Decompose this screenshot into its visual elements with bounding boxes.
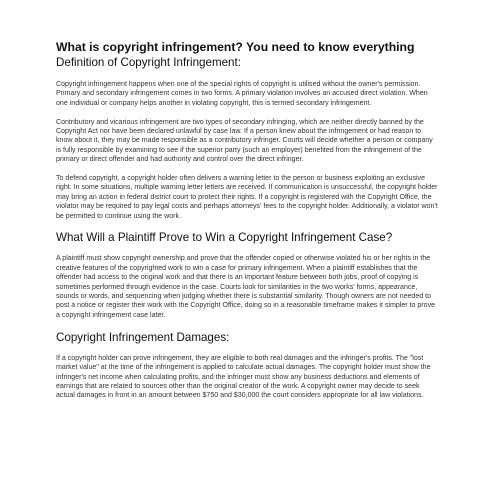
article-title: What is copyright infringement? You need to know everything bbox=[56, 40, 415, 54]
section-heading-plaintiff: What Will a Plaintiff Prove to Win a Copyright Infringement Case? bbox=[56, 231, 393, 245]
paragraph-definition-2: Contributory and vicarious infringement are two types of secondary infringing, which are neither directly banned by the Copyright Act nor have been declared unlawful by case law. If a person knew about the infringement or had reason to know about it, they may be made responsible as a contributory infringer. Courts will decide whether a person or company is fully responsible by examining to see if the superior party (such an employer) benefited from the infringement of the primary or direct offender and had authority and control over the direct infringer. bbox=[56, 118, 433, 164]
paragraph-definition-1: Copyright infringement happens when one of the special rights of copyright is utilised without the owner's permission. Primary and secondary infringement comes in two forms. A primary violation involves an accused direct violation. When one individual or company helps another in violating copyright, this is termed secondary infringement. bbox=[56, 81, 428, 107]
paragraph-damages-1: If a copyright holder can prove infringement, they are eligible to both real damages and the infringer's profits. The "lost market value" at the time of the infringement is applied to calculate actual damages. The copyright holder must show the infringer's net income when calculating profits, and the infringer must show any business deductions and elements of earnings that are related to sources other than the original creator of the work. A copyright owner may decide to seek actual damages in front in an amount between $750 and $30,000 the court considers appropriate for all law violations. bbox=[56, 354, 431, 400]
paragraph-definition-3: To defend copyright, a copyright holder often delivers a warning letter to the person or business exploiting an exclusive right. In some situations, multiple warning letter letters are received. If communication is unsuccessful, the copyright holder may bring an action in federal district court to protect their rights. If a copyright is registered with the Copyright Office, the violator may be required to pay legal costs and perhaps attorneys' fees to the copyright holder. Additionally, a violator won't be permitted to continue using the work. bbox=[56, 175, 438, 220]
paragraph-plaintiff-1: A plaintiff must show copyright ownership and prove that the offender copied or otherwise violated his or her rights in the creative features of the copyrighted work to win a case for primary infringement. When a plaintiff establishes that the offender had access to the original work and that there is an important feature between both jobs, proof of copying is sometimes performed through evidence in the case. Courts look for similarities in the two works' forms, appearance, sounds or words, and sequencing when judging whether there is substantial similarity. Though owners are not needed to post a notice or register their work with the Copyright Office, doing so in a reasonable timeframe makes it simpler to prove a copyright infringement case later. bbox=[56, 255, 436, 319]
section-heading-damages: Copyright Infringement Damages: bbox=[56, 330, 230, 344]
section-heading-definition: Definition of Copyright Infringement: bbox=[56, 56, 241, 69]
